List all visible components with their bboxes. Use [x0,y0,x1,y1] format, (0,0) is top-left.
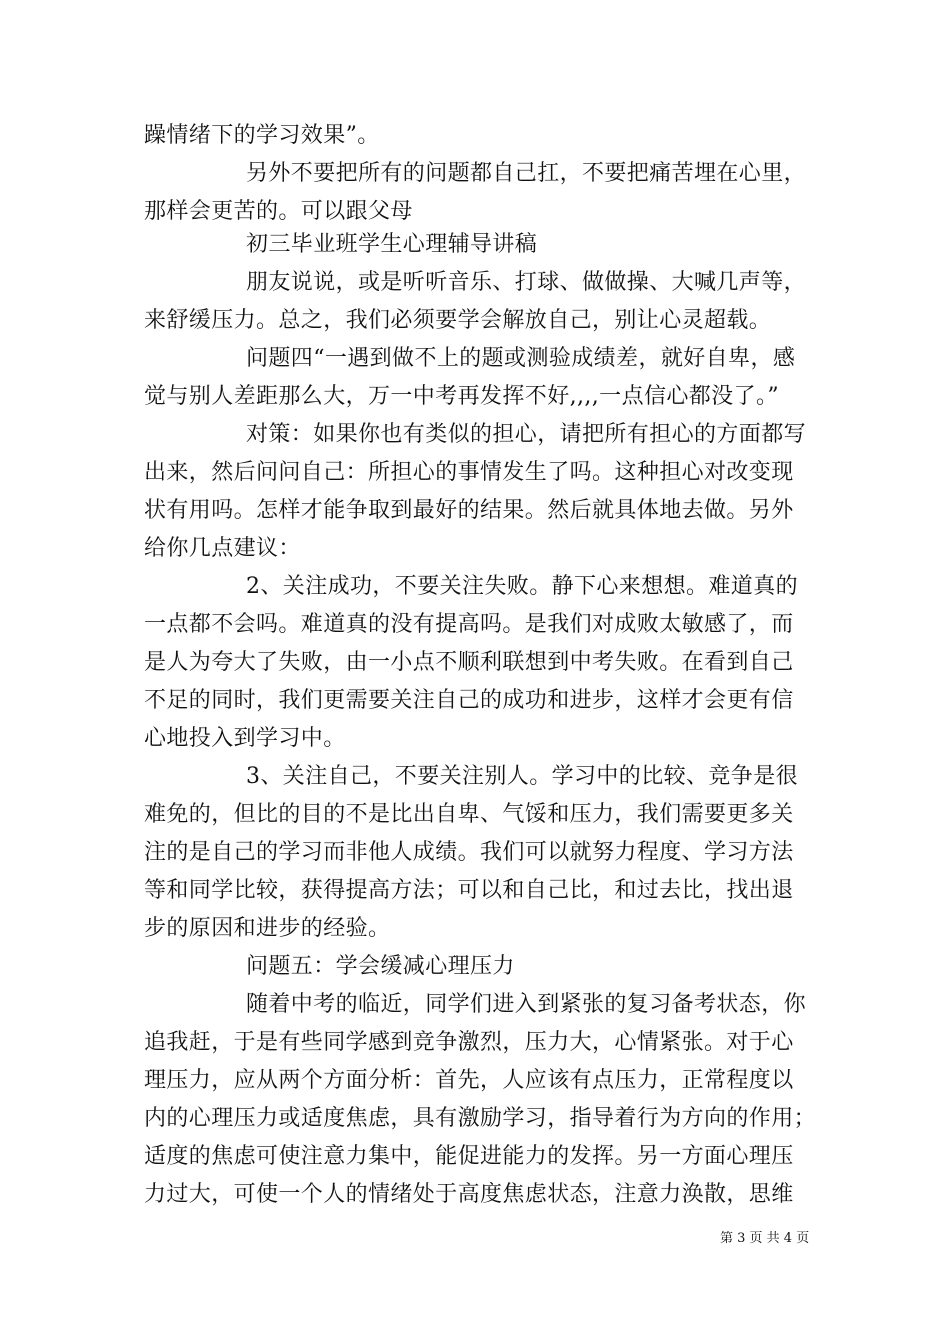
text-line: 另外不要把所有的问题都自己扛，不要把痛苦埋在心里， [246,161,807,186]
text-line: 心地投入到学习中。 [144,726,346,751]
text-line: 理压力，应从两个方面分析：首先，人应该有点压力，正常程度以 [144,1068,794,1093]
text-line: 对策：如果你也有类似的担心，请把所有担心的方面都写 [246,422,807,447]
text-line: 朋友说说，或是听听音乐、打球、做做操、大喊几声等， [246,270,807,295]
text-line: 追我赶，于是有些同学感到竞争激烈，压力大，心情紧张。对于心 [144,1030,794,1055]
text-line: 状有用吗。怎样才能争取到最好的结果。然后就具体地去做。另外 [144,498,794,523]
text-line: 3、关注自己，不要关注别人。学习中的比较、竞争是很 [246,764,798,789]
page-number: 第 3 页 共 4 页 [720,1231,810,1246]
text-line: 步的原因和进步的经验。 [144,916,391,941]
text-line: 适度的焦虑可使注意力集中，能促进能力的发挥。另一方面心理压 [144,1144,794,1169]
text-line: 觉与别人差距那么大，万一中考再发挥不好,,,,一点信心都没了。” [144,384,780,409]
text-line: 是人为夸大了失败，由一小点不顺利联想到中考失败。在看到自己 [144,650,794,675]
text-line: 内的心理压力或适度焦虑，具有激励学习，指导着行为方向的作用； [144,1106,817,1131]
text-line: 注的是自己的学习而非他人成绩。我们可以就努力程度、学习方法 [144,840,794,865]
text-line: 不足的同时，我们更需要关注自己的成功和进步，这样才会更有信 [144,688,794,713]
text-line: 一点都不会吗。难道真的没有提高吗。是我们对成败太敏感了，而 [144,612,794,637]
text-line: 随着中考的临近，同学们进入到紧张的复习备考状态，你 [246,992,807,1017]
text-line: 初三毕业班学生心理辅导讲稿 [246,232,538,257]
text-line: 力过大，可使一个人的情绪处于高度焦虑状态，注意力涣散，思维 [144,1182,794,1207]
text-line: 躁情绪下的学习效果”。 [144,123,380,148]
text-line: 难免的，但比的目的不是比出自卑、气馁和压力，我们需要更多关 [144,802,794,827]
text-line: 等和同学比较，获得提高方法；可以和自己比，和过去比，找出退 [144,878,794,903]
text-line: 那样会更苦的。可以跟父母 [144,199,413,224]
text-line: 来舒缓压力。总之，我们必须要学会解放自己，别让心灵超载。 [144,308,772,333]
text-line: 给你几点建议： [144,536,301,561]
text-line: 问题四“一遇到做不上的题或测验成绩差，就好自卑，感 [246,346,796,371]
text-line: 问题五：学会缓减心理压力 [246,954,515,979]
text-line: 2、关注成功，不要关注失败。静下心来想想。难道真的 [246,574,798,599]
text-line: 出来，然后问问自己：所担心的事情发生了吗。这种担心对改变现 [144,460,794,485]
